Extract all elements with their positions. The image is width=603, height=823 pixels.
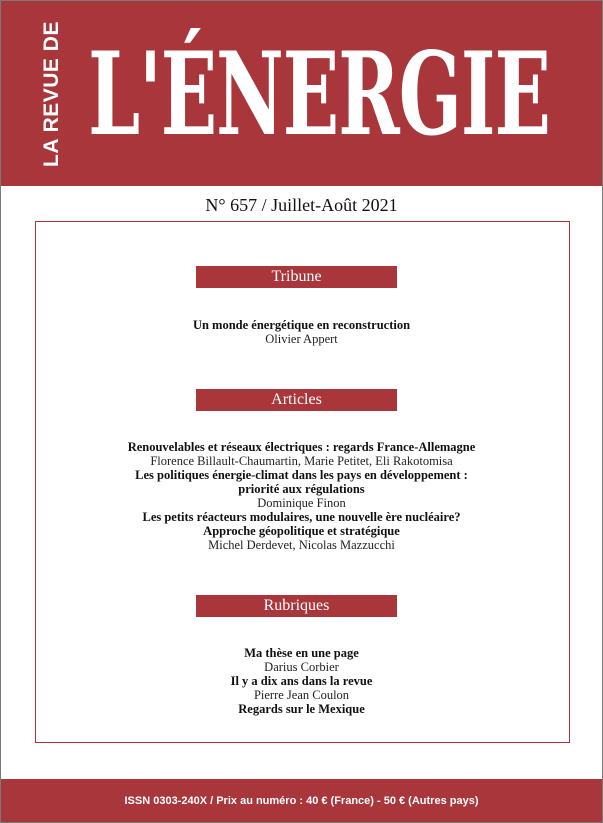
entry-author: Florence Billault-Chaumartin, Marie Petitet, Eli Rakotomisa [150, 454, 453, 468]
article-entry[interactable] [0, 468, 603, 510]
entry-title-line-2: Approche géopolitique et stratégique [203, 524, 400, 538]
entry-author: Pierre Jean Coulon [253, 688, 350, 702]
entry-title: Un monde énergétique en reconstruction [192, 318, 411, 332]
entry-title: Il y a dix ans dans la revue [230, 674, 373, 688]
entry-author: Olivier Appert [265, 332, 338, 346]
entry-title-line-2: priorité aux régulations [238, 482, 365, 496]
entry-title: Ma thèse en une page [244, 646, 359, 660]
entry-title: Regards sur le Mexique [238, 702, 365, 716]
article-entry[interactable] [0, 440, 603, 468]
rubrique-entry[interactable] [0, 702, 603, 716]
entry-title-line-1: Les petits réacteurs modulaires, une nouvelle ère nucléaire? [142, 510, 461, 524]
entry-author: Michel Derdevet, Nicolas Mazzucchi [208, 538, 395, 552]
section-heading-articles: Articles [196, 389, 397, 411]
section-heading-tribune: Tribune [196, 266, 397, 288]
entry-title: Renouvelables et réseaux électriques : regards France-Allemagne [127, 440, 476, 454]
articles-list [0, 440, 603, 552]
entry-author: Dominique Finon [257, 496, 346, 510]
footer-issn-price: ISSN 0303-240X / Prix au numéro : 40 € (France) - 50 € (Autres pays) [1, 779, 602, 822]
section-heading-rubriques: Rubriques [196, 595, 397, 617]
entry-author: Darius Corbier [264, 660, 339, 674]
article-entry[interactable] [0, 510, 603, 552]
entry-title-line-1: Les politiques énergie-climat dans les pays en développement : [135, 468, 468, 482]
rubrique-entry[interactable] [0, 674, 603, 702]
rubriques-list [0, 646, 603, 716]
tribune-entry[interactable] [0, 318, 603, 346]
issue-number-date: N° 657 / Juillet-Août 2021 [205, 195, 398, 215]
masthead-title: L'ÉNERGIE [88, 28, 550, 162]
masthead-vertical-label: LA REVUE DE [40, 21, 63, 167]
rubrique-entry[interactable] [0, 646, 603, 674]
